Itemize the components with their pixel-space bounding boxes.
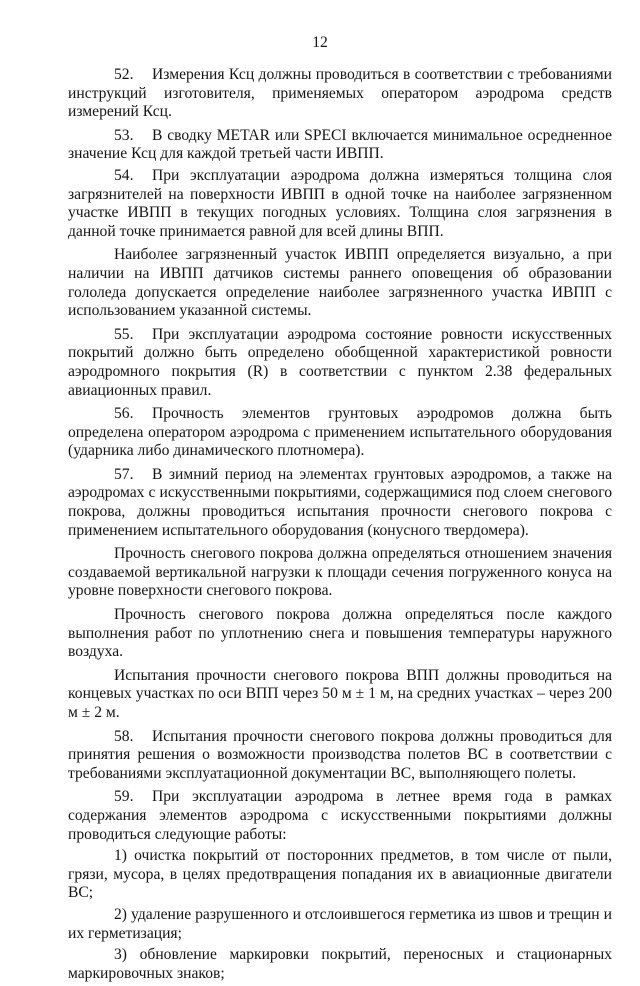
paragraph-text: При эксплуатации аэродрома в летнее время года в рамках содержания элементов аэродрома с искусственными покрытиями должны проводиться следующие работы: bbox=[68, 788, 612, 843]
paragraph-number: 59. bbox=[114, 788, 134, 806]
document-body bbox=[68, 66, 612, 986]
paragraph-text: Прочность снегового покрова должна определяться отношением значения создаваемой вертикальной нагрузки к площади сечения погруженного конуса на уровне поверхности снегового покрова. bbox=[68, 545, 612, 600]
paragraph-57-strength-timing bbox=[68, 606, 612, 662]
paragraph-text: Наиболее загрязненный участок ИВПП определяется визуально, а при наличии на ИВПП датчиков системы раннего оповещения об образовании гололеда допускается определение наиболее загрязненного участка ИВПП с использованием указанной системы. bbox=[68, 246, 612, 320]
paragraph-number: 53. bbox=[114, 126, 134, 144]
paragraph-text: В сводку METAR или SPECI включается минимальное осредненное значение Ксц для каждой третьей части ИВПП. bbox=[68, 126, 612, 163]
paragraph-57-test-intervals bbox=[68, 667, 612, 723]
paragraph-text: Прочность снегового покрова должна определяться после каждого выполнения работ по уплотнению снега и повышения температуры наружного воздуха. bbox=[68, 606, 612, 661]
paragraph-57 bbox=[68, 466, 612, 540]
paragraph-number: 56. bbox=[114, 405, 134, 423]
paragraph-number: 55. bbox=[114, 325, 134, 343]
paragraph-52 bbox=[68, 66, 612, 122]
paragraph-text: Прочность элементов грунтовых аэродромов должна быть определена оператором аэродрома с применением испытательного оборудования (ударника либо динамического плотномера). bbox=[68, 405, 612, 460]
paragraph-number: 52. bbox=[114, 66, 134, 83]
paragraph-53 bbox=[68, 127, 612, 164]
paragraph-58 bbox=[68, 728, 612, 784]
paragraph-59 bbox=[68, 788, 612, 844]
paragraph-57-strength-definition bbox=[68, 545, 612, 601]
paragraph-text: В зимний период на элементах грунтовых аэродромов, а также на аэродромах с искусственными покрытиями, содержащимися под слоем снегового покрова, должны проводиться испытания прочности снегового покрова с применением испытательного оборудования (конусного твердомера). bbox=[68, 465, 612, 539]
paragraph-text: При эксплуатации аэродрома должна измеряться толщина слоя загрязнителей на поверхности ИВПП в одной точке на наиболее загрязненном участке ИВПП в текущих погодных условиях. Толщина слоя загрязнения в данной точке принимается равной для всей длины ВПП. bbox=[68, 166, 612, 240]
paragraph-number: 58. bbox=[114, 727, 134, 745]
page-number: 12 bbox=[312, 34, 328, 51]
paragraph-56 bbox=[68, 405, 612, 461]
paragraph-number: 57. bbox=[114, 465, 134, 483]
list-item: 2) удаление разрушенного и отслоившегося герметика из швов и трещин и их герметизация; bbox=[68, 905, 612, 942]
list-item: 3) обновление маркировки покрытий, переносных и стационарных маркировочных знаков; bbox=[68, 946, 612, 982]
paragraph-text: Испытания прочности снегового покрова должны проводиться для принятия решения о возможности производства полетов ВС в соответствии с требованиями эксплуатационной документации ВС, выполняющего полеты. bbox=[68, 727, 612, 782]
paragraph-54 bbox=[68, 167, 612, 241]
paragraph-text: Испытания прочности снегового покрова ВПП должны проводиться на концевых участках по оси ВПП через 50 м ± 1 м, на средних участках – через 200 м ± 2 м. bbox=[68, 666, 612, 721]
paragraph-number: 54. bbox=[114, 166, 134, 184]
paragraph-55 bbox=[68, 326, 612, 400]
paragraph-text: При эксплуатации аэродрома состояние ровности искусственных покрытий должно быть определено обобщенной характеристикой ровности аэродромного покрытия (R) в соответствии с пунктом 2.38 федеральных авиационных правил. bbox=[68, 325, 612, 399]
list-item: 1) очистка покрытий от посторонних предметов, в том числе от пыли, грязи, мусора, в целях предотвращения попадания их в авиационные двигатели ВС; bbox=[68, 847, 612, 902]
paragraph-54-continued bbox=[68, 246, 612, 320]
paragraph-text: Измерения Ксц должны проводиться в соответствии с требованиями инструкций изготовителя, применяемых оператором аэродрома средств измерений Ксц. bbox=[68, 66, 612, 121]
